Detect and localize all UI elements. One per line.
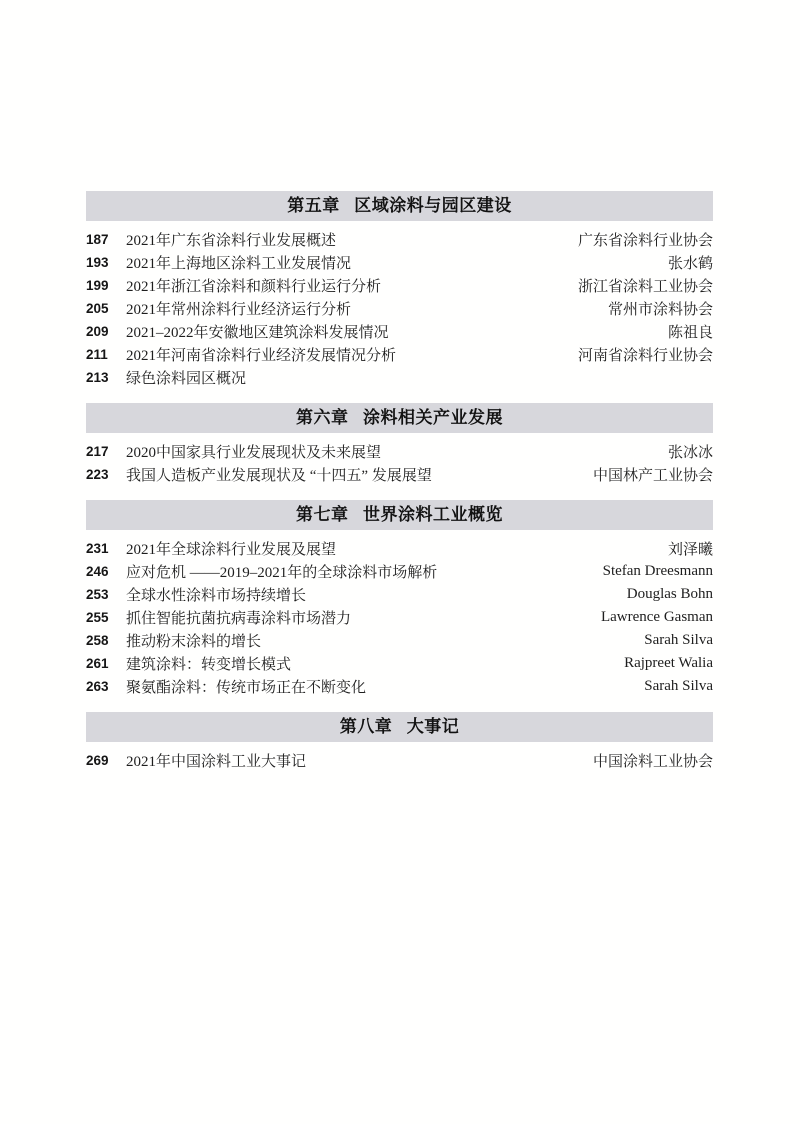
toc-entry-author: Stefan Dreesmann [602, 563, 713, 579]
chapter-heading [86, 500, 713, 530]
toc-page-number: 258 [86, 633, 109, 648]
toc-entry [86, 560, 713, 583]
toc-entry [86, 366, 713, 389]
toc-entry-author: Douglas Bohn [626, 586, 713, 602]
toc-entry-title: 2020中国家具行业发展现状及未来展望 [126, 445, 382, 461]
toc-entry-title: 2021年常州涂料行业经济运行分析 [126, 302, 352, 318]
toc-entry-title: 2021年上海地区涂料工业发展情况 [126, 256, 352, 272]
toc-page-number: 255 [86, 610, 109, 625]
toc-entry-author: 中国涂料工业协会 [592, 754, 713, 770]
toc-entry [86, 463, 713, 486]
toc-entry-title: 2021年中国涂料工业大事记 [126, 754, 307, 770]
toc-entry [86, 583, 713, 606]
toc-entry-title: 我国人造板产业发展现状及 “十四五” 发展展望 [126, 468, 432, 484]
toc-entry-title: 2021–2022年安徽地区建筑涂料发展情况 [126, 325, 389, 341]
toc-entry-title: 全球水性涂料市场持续增长 [126, 588, 307, 604]
toc-entry-title: 2021年全球涂料行业发展及展望 [126, 542, 337, 558]
toc-section-chapter-6 [86, 403, 713, 486]
toc-entry [86, 629, 713, 652]
toc-page-number: 269 [86, 753, 109, 768]
toc-page-number: 193 [86, 255, 109, 270]
toc-entry-title: 2021年广东省涂料行业发展概述 [126, 233, 337, 249]
toc-entry-author: 广东省涂料行业协会 [577, 233, 713, 249]
toc-entry-author: 中国林产工业协会 [592, 468, 713, 484]
toc-content [86, 191, 713, 786]
chapter-title: 大事记 [406, 717, 460, 736]
toc-page-number: 213 [86, 370, 109, 385]
toc-entry [86, 749, 713, 772]
toc-entry-author: Sarah Silva [644, 678, 713, 694]
toc-entry [86, 320, 713, 343]
toc-entry [86, 228, 713, 251]
chapter-title: 涂料相关产业发展 [362, 408, 503, 427]
toc-entry-title: 应对危机 ——2019–2021年的全球涂料市场解析 [126, 565, 438, 581]
toc-page-number: 246 [86, 564, 109, 579]
toc-page-number: 261 [86, 656, 109, 671]
toc-entry-title: 2021年河南省涂料行业经济发展情况分析 [126, 348, 397, 364]
chapter-number: 第八章 [339, 717, 393, 736]
toc-entry-author: 河南省涂料行业协会 [577, 348, 713, 364]
toc-entry-author: 张水鹤 [667, 256, 713, 272]
toc-entry [86, 652, 713, 675]
toc-entry-title: 2021年浙江省涂料和颜料行业运行分析 [126, 279, 382, 295]
chapter-number: 第六章 [296, 408, 349, 427]
toc-entry [86, 440, 713, 463]
toc-page-number: 199 [86, 278, 109, 293]
toc-entry-author: 张冰冰 [667, 445, 713, 461]
toc-entry-title: 抓住智能抗菌抗病毒涂料市场潜力 [126, 611, 352, 627]
toc-entry [86, 274, 713, 297]
toc-entry-title: 绿色涂料园区概况 [126, 371, 247, 387]
toc-entry-author: 浙江省涂料工业协会 [577, 279, 713, 295]
toc-entry-title: 聚氨酯涂料：传统市场正在不断变化 [126, 680, 367, 696]
toc-entry-author: Sarah Silva [644, 632, 713, 648]
toc-page-number: 231 [86, 541, 109, 556]
toc-entry [86, 606, 713, 629]
toc-entry [86, 537, 713, 560]
toc-entry-author: Rajpreet Walia [624, 655, 713, 671]
toc-entry [86, 251, 713, 274]
toc-entry-title: 建筑涂料：转变增长模式 [126, 657, 292, 673]
toc-page-number: 209 [86, 324, 109, 339]
chapter-title: 世界涂料工业概览 [362, 505, 503, 524]
chapter-number: 第七章 [296, 505, 349, 524]
toc-page-number: 205 [86, 301, 109, 316]
chapter-number: 第五章 [287, 196, 340, 215]
toc-entry-author: 刘泽曦 [667, 542, 713, 558]
toc-entry-author: 常州市涂料协会 [607, 302, 713, 318]
toc-section-chapter-5 [86, 191, 713, 389]
toc-entry [86, 343, 713, 366]
toc-entry [86, 297, 713, 320]
toc-entry-author: 陈祖良 [667, 325, 713, 341]
chapter-heading [86, 191, 713, 221]
toc-page-number: 211 [86, 347, 108, 362]
chapter-title: 区域涂料与园区建设 [354, 196, 512, 215]
toc-entry [86, 675, 713, 698]
toc-page-number: 187 [86, 232, 109, 247]
toc-entry-title: 推动粉末涂料的增长 [126, 634, 262, 650]
toc-page-number: 217 [86, 444, 109, 459]
toc-page-number: 263 [86, 679, 109, 694]
chapter-heading [86, 403, 713, 433]
toc-entry-author: Lawrence Gasman [600, 609, 713, 625]
toc-page-number: 253 [86, 587, 109, 602]
toc-section-chapter-7 [86, 500, 713, 698]
toc-section-chapter-8 [86, 712, 713, 772]
toc-page-number: 223 [86, 467, 109, 482]
chapter-heading [86, 712, 713, 742]
